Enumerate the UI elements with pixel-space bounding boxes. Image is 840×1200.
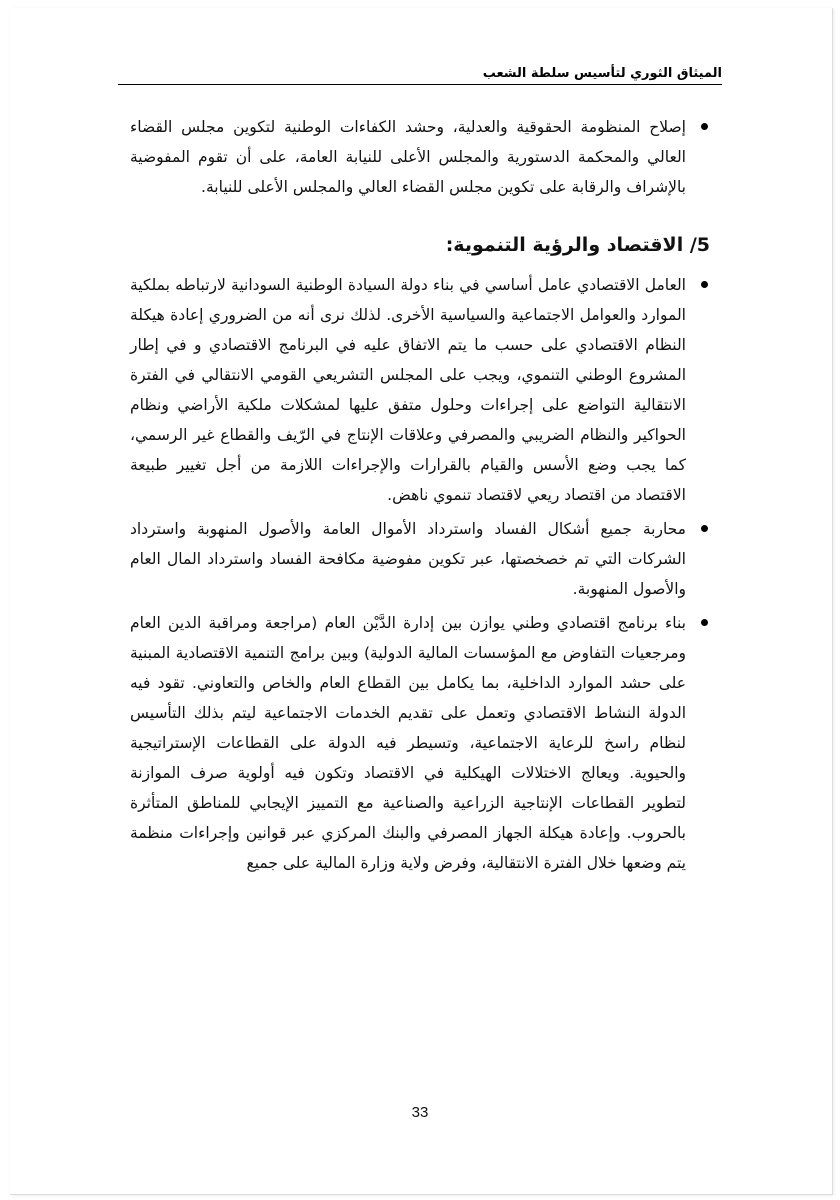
intro-bullet-list [130, 112, 710, 202]
bullet-economic-factor [130, 270, 686, 510]
bullet-judicial-reform [130, 112, 686, 202]
section-heading-economy: 5/ الاقتصاد والرؤية التنموية: [445, 234, 710, 256]
bullet-dot-icon [701, 619, 708, 626]
header-title: الميثاق الثوري لتأسيس سلطة الشعب [482, 66, 722, 81]
economy-bullet-list [130, 270, 710, 878]
page-body [130, 112, 710, 882]
bullet-national-program [130, 608, 686, 878]
bullet-text: العامل الاقتصادي عامل أساسي في بناء دولة السيادة الوطنية السودانية لارتباطه بملكية الموارد والعوامل الاجتماعية والسياسية الأخرى. لذلك نرى أنه من الضروري إعادة هيكلة النظام الاقتصادي على حسب ما يتم الاتفاق عليه في البرنامج الاقتصادي و في إطار المشروع الوطني التنموي، ويجب على المجلس التشريعي القومي الانتقالي في الفترة الانتقالية التواضع على إجراءات وحلول متفق عليها لمشكلات ملكية الأراضي ونظام الحواكير والنظام الضريبي والمصرفي وعلاقات الإنتاج في الرّيف والقطاع غير الرسمي، كما يجب وضع الأسس والقيام بالقرارات والإجراءات اللازمة من أجل تغيير طبيعة الاقتصاد من اقتصاد ريعي لاقتصاد تنموي ناهض. [130, 276, 686, 504]
bullet-text: بناء برنامج اقتصادي وطني يوازن بين إدارة الدَّيْن العام (مراجعة ومراقبة الدين العام ومرجعيات التفاوض مع المؤسسات المالية الدولية) وبين برامج التنمية الاقتصادية المبنية على حشد الموارد الداخلية، بما يكامل بين القطاع العام والخاص والتعاوني. تقود فيه الدولة النشاط الاقتصادي وتعمل على تقديم الخدمات الاجتماعية ليتم بذلك التأسيس لنظام راسخ للرعاية الاجتماعية، وتسيطر فيه الدولة على القطاعات الإستراتيجية والحيوية. ويعالج الاختلالات الهيكلية في الاقتصاد وتكون فيه أولوية صرف الموازنة لتطوير القطاعات الإنتاجية الزراعية والصناعية مع التمييز الإيجابي للمناطق المتأثرة بالحروب. وإعادة هيكلة الجهاز المصرفي والبنك المركزي عبر قوانين وإجراءات منظمة يتم وضعها خلال الفترة الانتقالية، وفرض ولاية وزارة المالية على جميع [130, 614, 686, 872]
bullet-dot-icon [701, 525, 708, 532]
bullet-text: محاربة جميع أشكال الفساد واسترداد الأموال العامة والأصول المنهوبة واسترداد الشركات التي تم خصخصتها، عبر تكوين مفوضية مكافحة الفساد واسترداد المال العام والأصول المنهوبة. [130, 520, 686, 598]
page-number: 33 [411, 1104, 429, 1121]
bullet-text: إصلاح المنظومة الحقوقية والعدلية، وحشد الكفاءات الوطنية لتكوين مجلس القضاء العالي والمحكمة الدستورية والمجلس الأعلى للنيابة العامة، على أن تقوم المفوضية بالإشراف والرقابة على تكوين مجلس القضاء العالي والمجلس الأعلى للنيابة. [130, 118, 686, 196]
running-header [118, 62, 722, 85]
bullet-anti-corruption [130, 514, 686, 604]
bullet-dot-icon [701, 123, 708, 130]
bullet-dot-icon [701, 281, 708, 288]
